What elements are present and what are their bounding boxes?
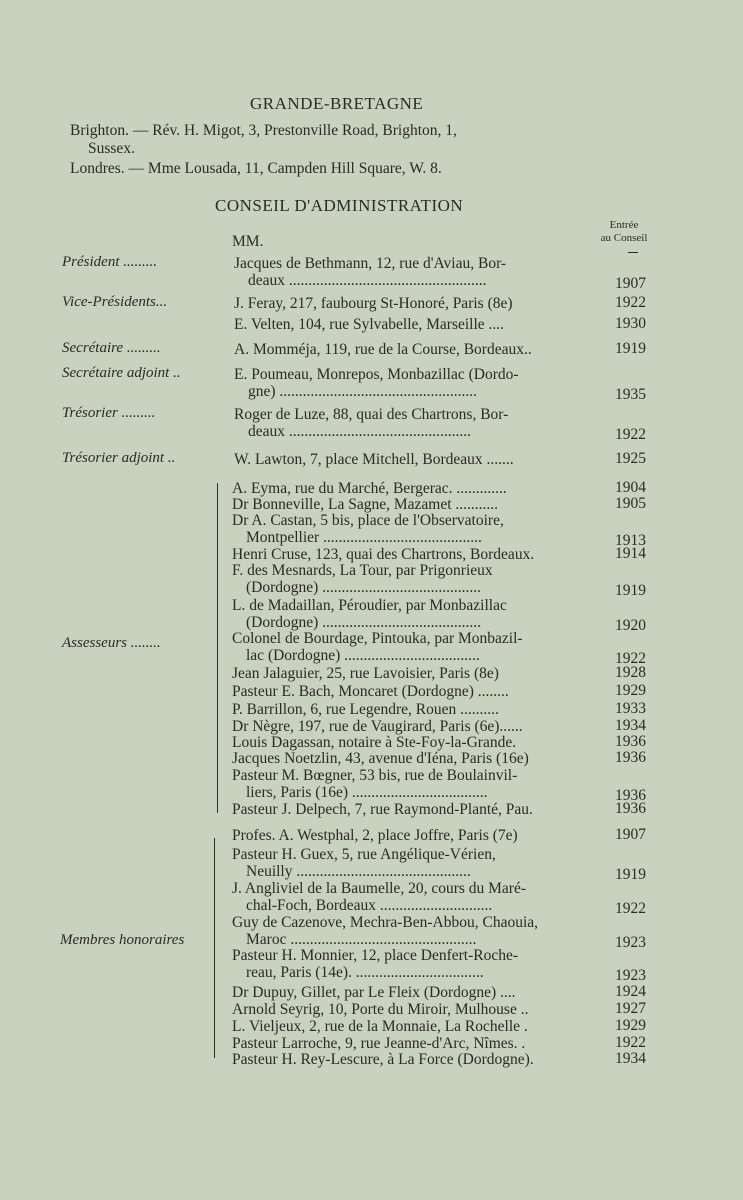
entry-line: L. Vieljeux, 2, rue de la Monnaie, La Rochelle . <box>232 1018 528 1035</box>
entry-line: Pasteur H. Monnier, 12, place Denfert-Roche- <box>232 947 519 964</box>
entry-year: 1925 <box>615 450 646 467</box>
entry-line: F. des Mesnards, La Tour, par Prigonrieux <box>232 562 493 579</box>
entry-line: Dr Nègre, 197, rue de Vaugirard, Paris (6e)...... <box>232 718 523 735</box>
entry-line: deaux ............................................... <box>248 423 472 440</box>
entry-year: 1936 <box>615 800 646 817</box>
assesseurs-brace <box>217 483 218 813</box>
section-heading-council: CONSEIL D'ADMINISTRATION <box>215 196 464 215</box>
entry-line: (Dordogne) ......................................... <box>246 614 482 631</box>
entry-line: lac (Dordogne) ................................... <box>246 647 480 664</box>
entry-header-line-1: Entrée <box>609 219 639 231</box>
entry-line: Dr Bonneville, La Sagne, Mazamet ........... <box>232 496 499 513</box>
entry-year: 1927 <box>615 1000 646 1017</box>
entry-line: Henri Cruse, 123, quai des Chartrons, Bordeaux. <box>232 546 535 563</box>
entry-year: 1907 <box>615 826 646 843</box>
entry-line: E. Poumeau, Monrepos, Monbazillac (Dordo- <box>234 366 519 383</box>
entry-year: 1933 <box>615 700 646 717</box>
entry-line: Colonel de Bourdage, Pintouka, par Monbazil- <box>232 630 523 647</box>
entry-year: 1924 <box>615 983 646 1000</box>
entry-header-dash <box>628 252 638 253</box>
entry-year: 1922 <box>615 650 646 667</box>
entry-year: 1929 <box>615 682 646 699</box>
entry-line: Arnold Seyrig, 10, Porte du Miroir, Mulhouse .. <box>232 1001 529 1018</box>
entry-year: 1919 <box>615 340 646 357</box>
entry-line: Jean Jalaguier, 25, rue Lavoisier, Paris (8e) <box>232 665 499 682</box>
entry-line: Dr A. Castan, 5 bis, place de l'Observatoire, <box>232 512 504 529</box>
entry-line: Profes. A. Westphal, 2, place Joffre, Paris (7e) <box>232 827 518 844</box>
entry-line: J. Angliviel de la Baumelle, 20, cours du Maré- <box>232 880 527 897</box>
entry-line: gne) ................................................... <box>248 383 478 400</box>
mm-label: MM. <box>232 233 264 250</box>
entry-line: Pasteur H. Guex, 5, rue Angélique-Vérien, <box>232 846 496 863</box>
entry-year: 1923 <box>615 934 646 951</box>
entry-year: 1919 <box>615 866 646 883</box>
entry-year: 1930 <box>615 315 646 332</box>
entry-line: W. Lawton, 7, place Mitchell, Bordeaux ....... <box>234 451 514 468</box>
entry-line: L. de Madaillan, Péroudier, par Monbazillac <box>232 597 507 614</box>
entry-line: deaux ................................................... <box>248 272 487 289</box>
entry-line: Louis Dagassan, notaire à Ste-Foy-la-Grande. <box>232 734 517 751</box>
entry-year: 1922 <box>615 294 646 311</box>
entry-year: 1920 <box>615 617 646 634</box>
entry-line: Maroc ................................................ <box>246 931 477 948</box>
section-heading-uk: GRANDE-BRETAGNE <box>250 94 424 113</box>
brighton-line-2: Sussex. <box>88 140 135 157</box>
entry-year: 1914 <box>615 545 646 562</box>
entry-year: 1935 <box>615 386 646 403</box>
brighton-line-1: Brighton. — Rév. H. Migot, 3, Prestonville Road, Brighton, 1, <box>70 122 457 139</box>
entry-line: Montpellier ......................................... <box>246 529 482 546</box>
entry-line: P. Barrillon, 6, rue Legendre, Rouen .......... <box>232 701 499 718</box>
entry-line: A. Eyma, rue du Marché, Bergerac. ............. <box>232 480 507 497</box>
entry-line: liers, Paris (16e) ................................... <box>246 784 488 801</box>
entry-line: Dr Dupuy, Gillet, par Le Fleix (Dordogne) .... <box>232 984 516 1001</box>
londres-line: Londres. — Mme Lousada, 11, Campden Hill Square, W. 8. <box>70 160 442 177</box>
entry-year: 1905 <box>615 495 646 512</box>
entry-line: (Dordogne) ......................................... <box>246 579 482 596</box>
entry-line: E. Velten, 104, rue Sylvabelle, Marseille .... <box>234 316 505 333</box>
entry-year: 1907 <box>615 275 646 292</box>
entry-line: Pasteur H. Rey-Lescure, à La Force (Dordogne). <box>232 1051 534 1068</box>
assesseurs-label: Assesseurs ........ <box>62 635 161 651</box>
entry-year: 1922 <box>615 900 646 917</box>
entry-year: 1923 <box>615 967 646 984</box>
entry-column-header <box>594 219 654 245</box>
entry-year: 1904 <box>615 479 646 496</box>
entry-year: 1934 <box>615 717 646 734</box>
role-label: Président ......... <box>62 254 157 270</box>
entry-line: Jacques de Bethmann, 12, rue d'Aviau, Bor- <box>234 255 507 272</box>
entry-year: 1928 <box>615 664 646 681</box>
entry-line: Jacques Noetzlin, 43, avenue d'Iéna, Paris (16e) <box>232 750 529 767</box>
entry-year: 1913 <box>615 532 646 549</box>
entry-year: 1929 <box>615 1017 646 1034</box>
honoraires-brace <box>214 838 215 1058</box>
entry-line: chal-Foch, Bordeaux ............................. <box>246 897 493 914</box>
entry-line: Roger de Luze, 88, quai des Chartrons, Bor- <box>234 406 509 423</box>
entry-header-line-2: au Conseil <box>600 232 648 244</box>
entry-line: reau, Paris (14e). ................................. <box>246 964 484 981</box>
role-label: Secrétaire ......... <box>62 340 161 356</box>
honoraires-label: Membres honoraires <box>60 932 185 948</box>
entry-line: Neuilly ............................................. <box>246 863 471 880</box>
entry-line: Pasteur M. Bœgner, 53 bis, rue de Boulainvil- <box>232 767 518 784</box>
entry-year: 1936 <box>615 787 646 804</box>
entry-line: J. Feray, 217, faubourg St-Honoré, Paris (8e) <box>234 295 513 312</box>
entry-year: 1922 <box>615 426 646 443</box>
entry-line: Guy de Cazenove, Mechra-Ben-Abbou, Chaouia, <box>232 914 539 931</box>
role-label: Vice-Présidents... <box>62 294 168 310</box>
entry-line: A. Momméja, 119, rue de la Course, Bordeaux.. <box>234 341 532 358</box>
role-label: Secrétaire adjoint .. <box>62 365 181 381</box>
entry-year: 1936 <box>615 749 646 766</box>
entry-year: 1919 <box>615 582 646 599</box>
role-label: Trésorier adjoint .. <box>62 450 176 466</box>
entry-line: Pasteur E. Bach, Moncaret (Dordogne) ........ <box>232 683 509 700</box>
role-label: Trésorier ......... <box>62 405 156 421</box>
entry-year: 1922 <box>615 1034 646 1051</box>
entry-line: Pasteur Larroche, 9, rue Jeanne-d'Arc, Nîmes. . <box>232 1035 526 1052</box>
entry-year: 1936 <box>615 733 646 750</box>
entry-line: Pasteur J. Delpech, 7, rue Raymond-Planté, Pau. <box>232 801 533 818</box>
entry-year: 1934 <box>615 1050 646 1067</box>
